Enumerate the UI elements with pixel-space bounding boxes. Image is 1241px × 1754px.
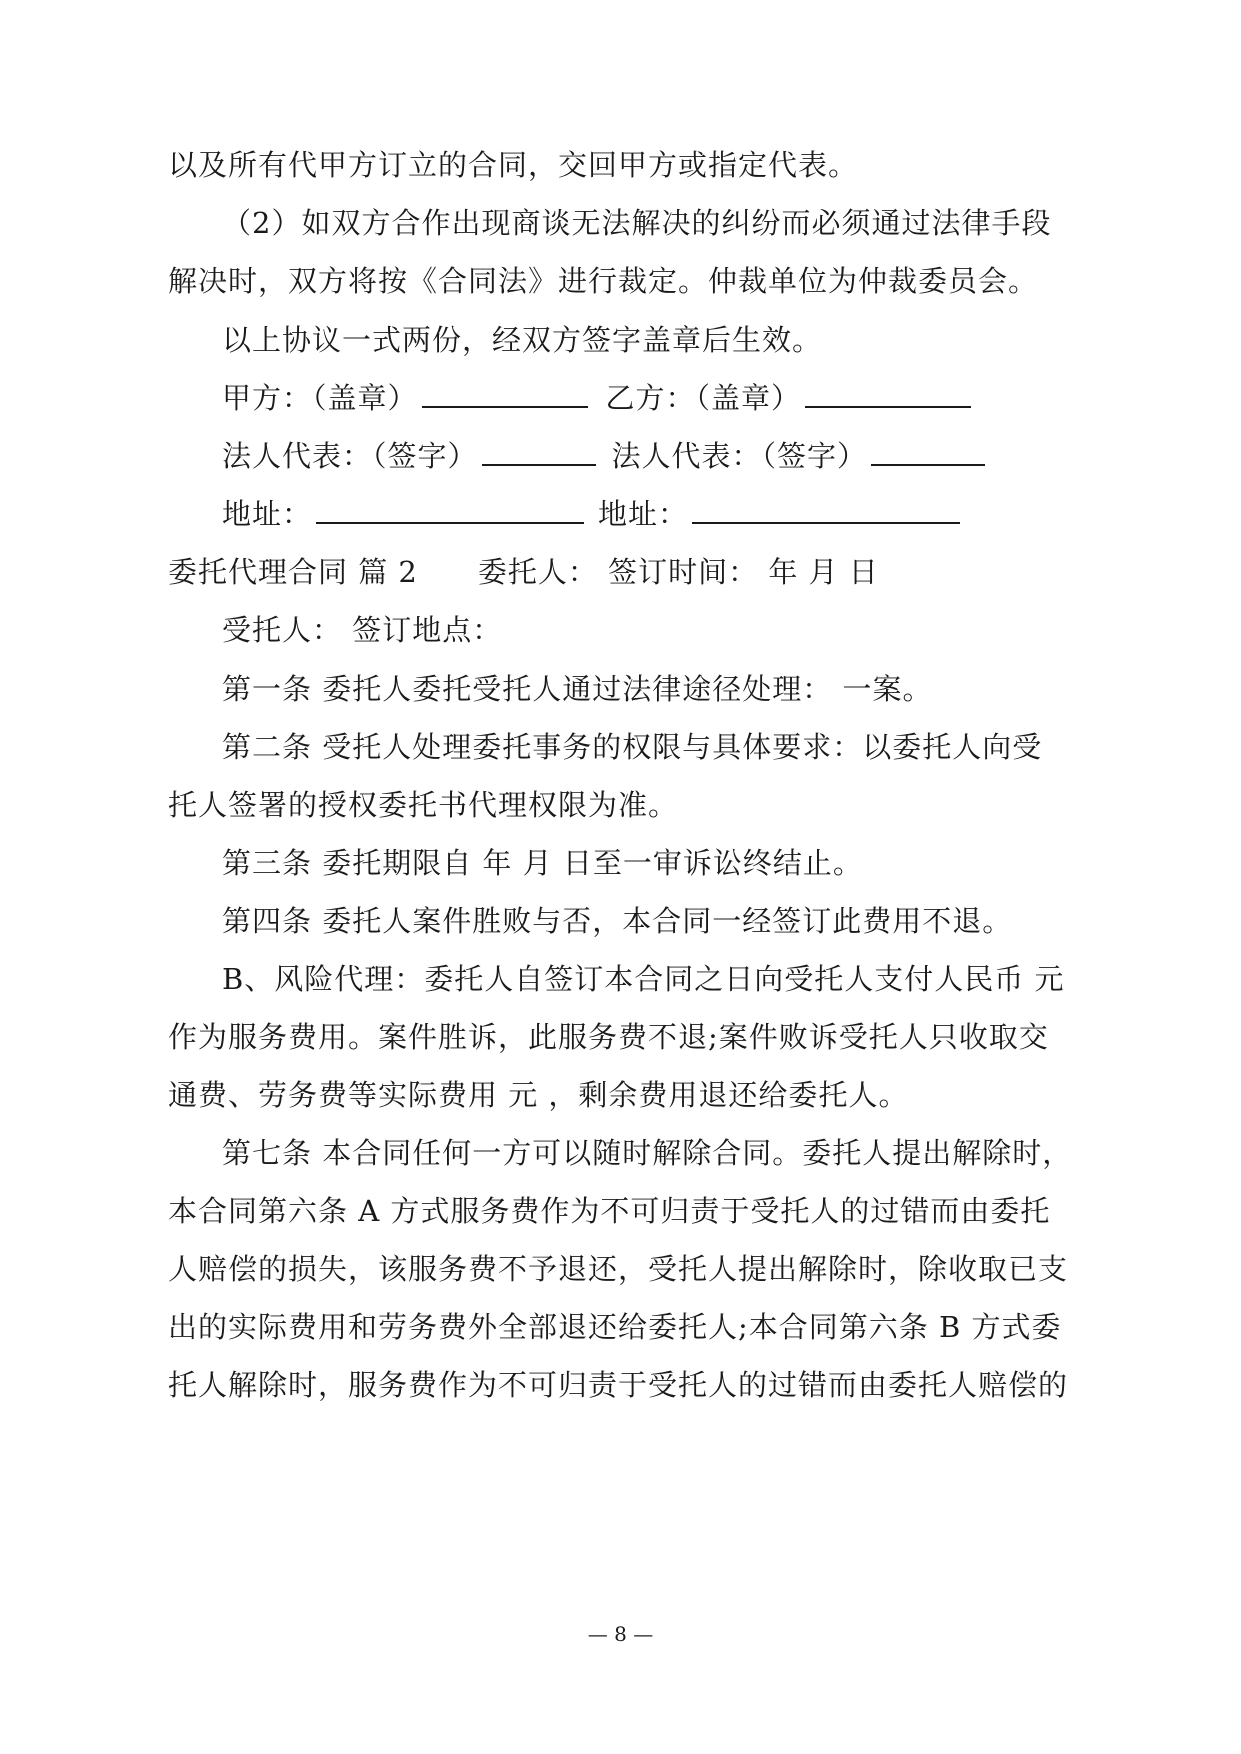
principal-line: 委托人： 签订时间： 年 月 日 xyxy=(477,555,879,589)
party-a-seal-label: 甲方：（盖章） xyxy=(222,381,418,415)
signature-row-address xyxy=(222,494,964,534)
address-b-label: 地址： xyxy=(598,497,689,531)
article-7-line-3: 人赔偿的损失，该服务费不予退还，受托人提出解除时，除收取已支 xyxy=(168,1252,1069,1286)
article-1: 第一条 委托人委托受托人通过法律途径处理： 一案。 xyxy=(222,672,933,706)
article-3: 第三条 委托期限自 年 月 日至一审诉讼终结止。 xyxy=(222,846,863,880)
text-line: 以上协议一式两份，经双方签字盖章后生效。 xyxy=(222,323,823,357)
text-line: （2）如双方合作出现商谈无法解决的纠纷而必须通过法律手段 xyxy=(222,206,1052,240)
risk-agency-line-2: 作为服务费用。案件胜诉，此服务费不退;案件败诉受托人只收取交 xyxy=(168,1020,1049,1054)
party-b-seal-label: 乙方：（盖章） xyxy=(605,381,802,415)
address-a-blank xyxy=(316,494,584,524)
rep-b-label: 法人代表：（签字） xyxy=(611,439,868,473)
address-b-blank xyxy=(692,494,960,524)
article-7-line-2: 本合同第六条 A 方式服务费作为不可归责于受托人的过错而由委托 xyxy=(168,1194,1051,1228)
contract2-title-row xyxy=(168,552,879,592)
article-2-line-1: 第二条 受托人处理委托事务的权限与具体要求：以委托人向受 xyxy=(222,730,1043,764)
page-number: — 8 — xyxy=(587,1622,654,1646)
article-2-line-2: 托人签署的授权委托书代理权限为准。 xyxy=(168,788,679,822)
risk-agency-line-3: 通费、劳务费等实际费用 元 ，剩余费用退还给委托人。 xyxy=(168,1078,909,1112)
rep-b-blank xyxy=(871,436,985,466)
signature-row-seal xyxy=(222,378,975,418)
party-a-seal-blank xyxy=(422,378,588,408)
rep-a-label: 法人代表：（签字） xyxy=(222,439,478,473)
contract2-title: 委托代理合同 篇 2 xyxy=(168,555,418,589)
article-4: 第四条 委托人案件胜败与否，本合同一经签订此费用不退。 xyxy=(222,904,1013,938)
article-7-line-4: 出的实际费用和劳务费外全部退还给委托人;本合同第六条 B 方式委 xyxy=(168,1310,1062,1344)
agent-line: 受托人： 签订地点： xyxy=(222,613,503,647)
text-line: 以及所有代甲方订立的合同，交回甲方或指定代表。 xyxy=(168,148,859,182)
text-line: 解决时，双方将按《合同法》进行裁定。仲裁单位为仲裁委员会。 xyxy=(168,264,1039,298)
party-b-seal-blank xyxy=(805,378,971,408)
signature-row-rep xyxy=(222,436,989,476)
risk-agency-line-1: B、风险代理：委托人自签订本合同之日向受托人支付人民币 元 xyxy=(222,962,1065,996)
article-7-line-1: 第七条 本合同任何一方可以随时解除合同。委托人提出解除时， xyxy=(222,1136,1073,1170)
rep-a-blank xyxy=(482,436,596,466)
address-a-label: 地址： xyxy=(222,497,313,531)
article-7-line-5: 托人解除时，服务费作为不可归责于受托人的过错而由委托人赔偿的 xyxy=(168,1368,1069,1402)
